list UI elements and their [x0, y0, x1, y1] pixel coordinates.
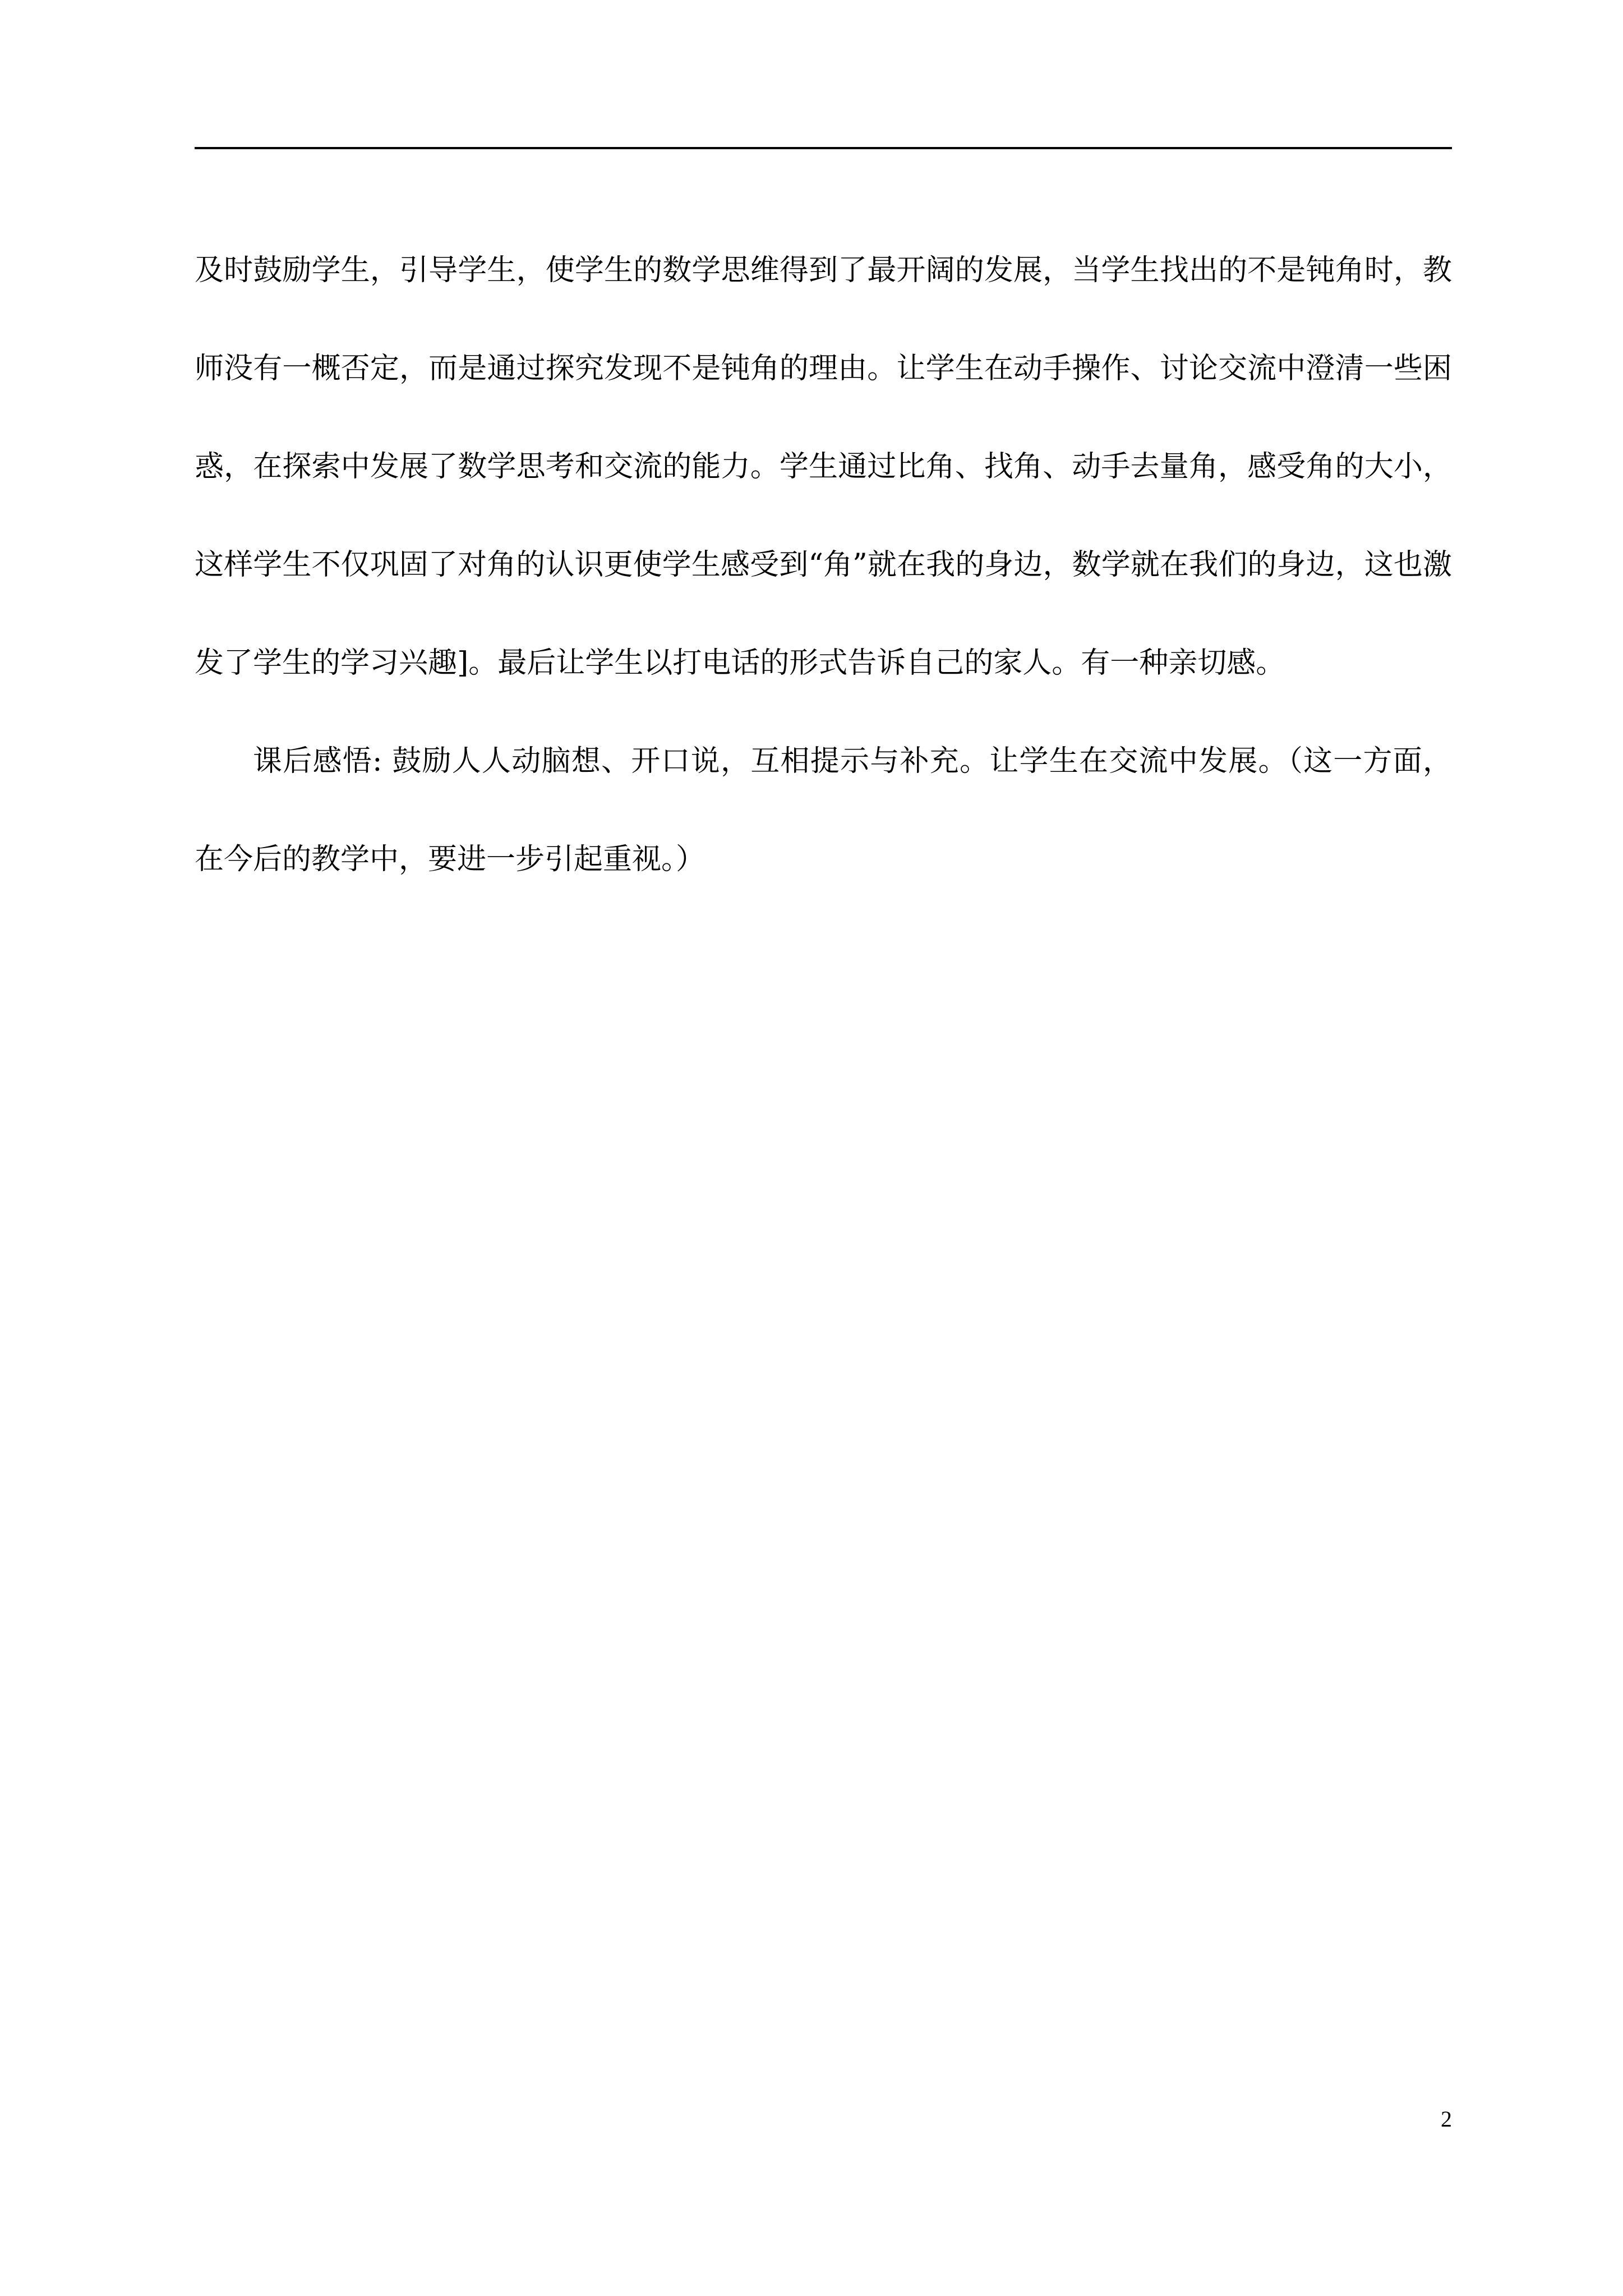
body-text	[195, 222, 1452, 909]
header-rule	[195, 147, 1452, 149]
paragraph-continuation: 及时鼓励学生，引导学生，使学生的数学思维得到了最开阔的发展，当学生找出的不是钝角时，教师没有一概否定，而是通过探究发现不是钝角的理由。让学生在动手操作、讨论交流中澄清一些困惑，在探索中发展了数学思考和交流的能力。学生通过比角、找角、动手去量角，感受角的大小，这样学生不仅巩固了对角的认识更使学生感受到“角”就在我的身边，数学就在我们的身边，这也激发了学生的学习兴趣]。最后让学生以打电话的形式告诉自己的家人。有一种亲切感。	[195, 254, 1452, 680]
paragraph-reflection: 课后感悟: 鼓励人人动脑想、开口说，互相提示与补充。让学生在交流中发展。（这一方面，在今后的教学中，要进一步引起重视。）	[195, 744, 1452, 876]
page-number: 2	[1441, 2106, 1452, 2132]
